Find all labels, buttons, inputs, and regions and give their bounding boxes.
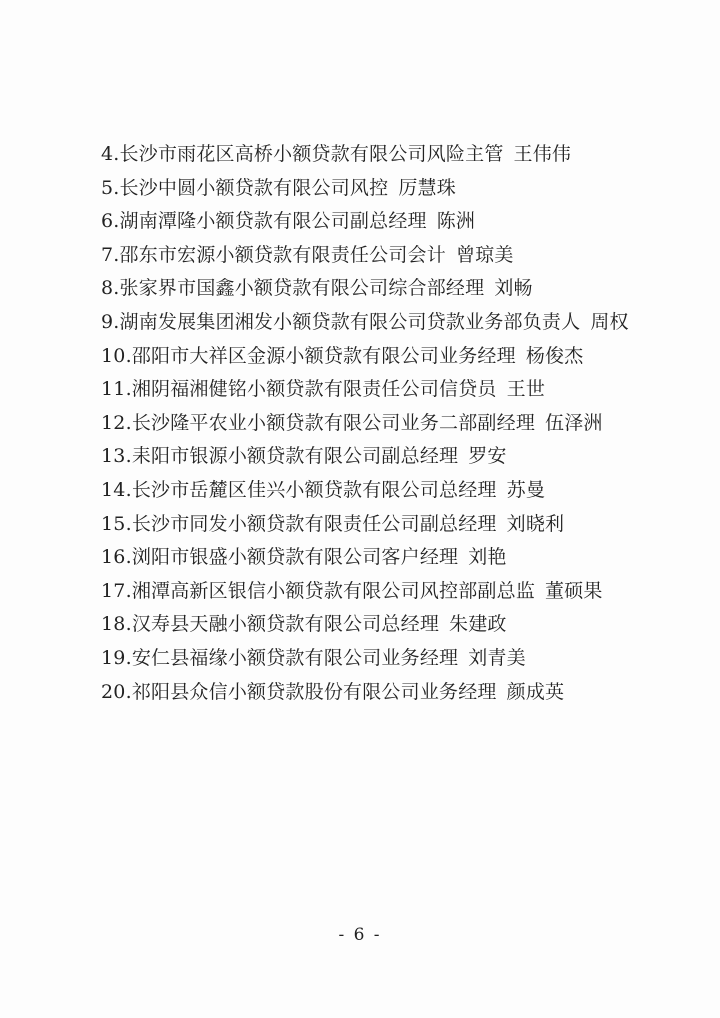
entry-text: 12.长沙隆平农业小额贷款有限公司业务二部副经理 bbox=[101, 411, 536, 434]
entry-text: 17.湘潭高新区银信小额贷款有限公司风控部副总监 bbox=[101, 579, 536, 602]
entry-name: 刘艳 bbox=[468, 546, 507, 569]
list-item bbox=[101, 440, 629, 474]
page-number: - 6 - bbox=[338, 925, 382, 945]
list-item bbox=[101, 541, 629, 575]
entry-text: 19.安仁县福缘小额贷款有限公司业务经理 bbox=[101, 646, 459, 669]
entry-name: 厉慧珠 bbox=[398, 176, 456, 199]
list-item bbox=[101, 575, 629, 609]
entry-name: 董硕果 bbox=[545, 579, 603, 602]
list-item bbox=[101, 172, 629, 206]
entry-name: 刘畅 bbox=[494, 277, 533, 300]
list-item bbox=[101, 340, 629, 374]
list-item bbox=[101, 272, 629, 306]
list-item bbox=[101, 676, 629, 710]
list-item bbox=[101, 474, 629, 508]
entry-name: 朱建政 bbox=[449, 613, 507, 636]
entry-text: 9.湖南发展集团湘发小额贷款有限公司贷款业务部负责人 bbox=[101, 310, 581, 333]
entry-text: 18.汉寿县天融小额贷款有限公司总经理 bbox=[101, 613, 440, 636]
entry-name: 伍泽洲 bbox=[545, 411, 603, 434]
entry-text: 4.长沙市雨花区高桥小额贷款有限公司风险主管 bbox=[101, 143, 504, 165]
list-item bbox=[101, 508, 629, 542]
entry-name: 颜成英 bbox=[506, 680, 565, 703]
list-item bbox=[101, 138, 629, 172]
entry-name: 陈洲 bbox=[436, 210, 476, 233]
entry-name: 曾琼美 bbox=[455, 243, 514, 266]
entry-name: 杨俊杰 bbox=[525, 344, 584, 367]
entry-name: 王伟伟 bbox=[513, 143, 572, 165]
entry-text: 15.长沙市同发小额贷款有限责任公司副总经理 bbox=[101, 512, 497, 535]
entry-name: 刘晓利 bbox=[506, 512, 565, 535]
list-item bbox=[101, 239, 629, 273]
list-item bbox=[101, 205, 629, 239]
entry-name: 周权 bbox=[590, 310, 629, 333]
entry-text: 10.邵阳市大祥区金源小额贷款有限公司业务经理 bbox=[101, 344, 516, 367]
entry-text: 16.浏阳市银盛小额贷款有限公司客户经理 bbox=[101, 546, 459, 569]
list-item bbox=[101, 407, 629, 441]
list-item bbox=[101, 608, 629, 642]
list-item bbox=[101, 373, 629, 407]
entry-text: 6.湖南潭隆小额贷款有限公司副总经理 bbox=[101, 210, 427, 233]
entry-text: 7.邵东市宏源小额贷款有限责任公司会计 bbox=[101, 243, 446, 266]
entry-text: 5.长沙中圆小额贷款有限公司风控 bbox=[101, 176, 389, 199]
list-item bbox=[101, 642, 629, 676]
entry-text: 8.张家界市国鑫小额贷款有限公司综合部经理 bbox=[101, 277, 485, 300]
entry-name: 罗安 bbox=[468, 445, 507, 468]
entry-name: 王世 bbox=[506, 378, 546, 401]
award-list bbox=[101, 138, 629, 709]
entry-name: 刘青美 bbox=[468, 646, 526, 669]
list-item bbox=[101, 306, 629, 340]
entry-text: 11.湘阴福湘健铭小额贷款有限责任公司信贷员 bbox=[101, 378, 497, 401]
entry-name: 苏曼 bbox=[506, 478, 546, 501]
entry-text: 14.长沙市岳麓区佳兴小额贷款有限公司总经理 bbox=[101, 478, 497, 501]
entry-text: 20.祁阳县众信小额贷款股份有限公司业务经理 bbox=[101, 680, 497, 703]
entry-text: 13.耒阳市银源小额贷款有限公司副总经理 bbox=[101, 445, 459, 468]
